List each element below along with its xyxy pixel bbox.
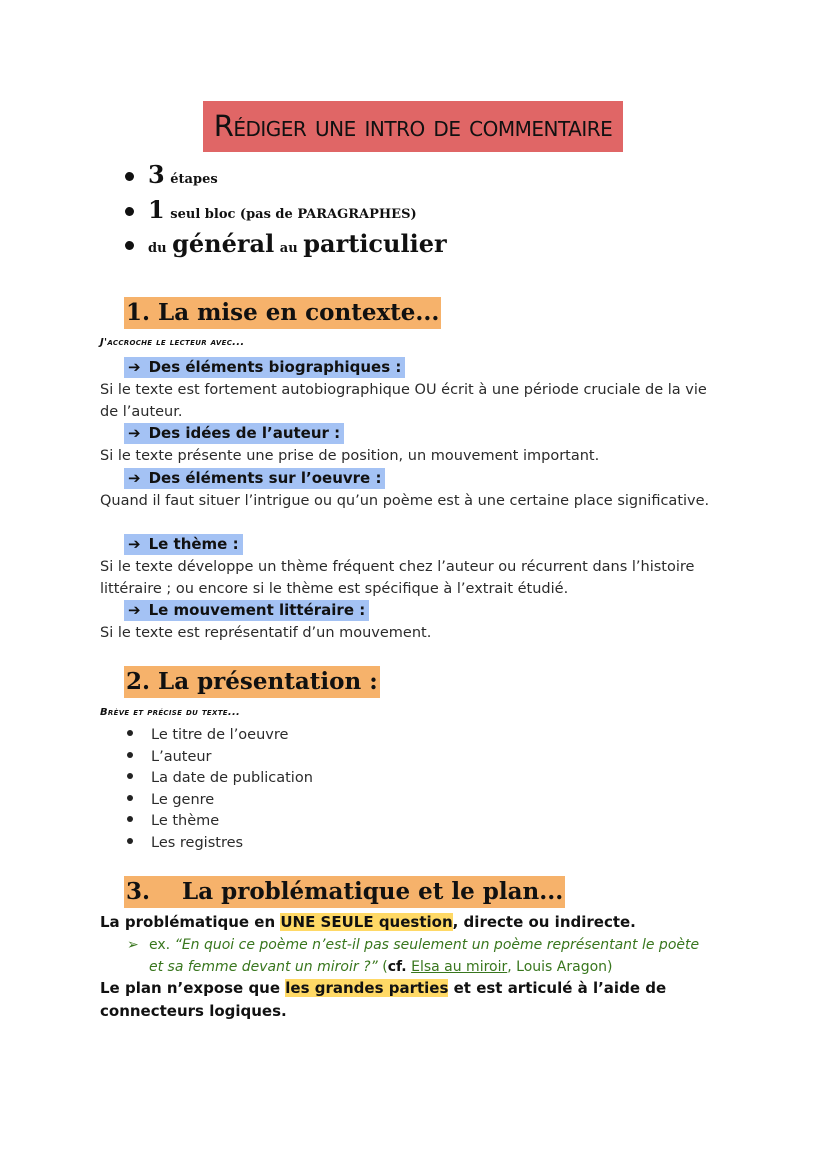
section-2-heading: 2. La présentation : — [124, 666, 380, 698]
section-1-heading: 1. La mise en contexte... — [124, 297, 441, 329]
list-item: La date de publication — [127, 768, 313, 790]
bullet-icon — [125, 207, 134, 216]
steps-count: 3 — [148, 160, 165, 189]
problematic-line: La problématique en UNE SEULE question, directe ou indirecte. — [100, 913, 636, 931]
example-text: ex. “En quoi ce poème n’est-il pas seulement un poème représentant le poète et sa femme devant un miroir ?” (cf. Elsa au miroir, Louis Aragon) — [149, 937, 700, 975]
list-item: L’auteur — [127, 747, 313, 769]
bullet-icon — [125, 241, 134, 250]
list-item: Les registres — [127, 833, 313, 855]
text-theme: Si le texte développe un thème fréquent chez l’auteur ou récurrent dans l’histoire littéraire ; ou encore si le thème est spécifique à l’extrait étudié. — [100, 559, 695, 597]
bloc-count: 1 — [148, 195, 165, 224]
section-2-intro: Brève et précise du texte... — [100, 707, 241, 718]
page-title: Rédiger une intro de commentaire — [203, 101, 623, 152]
arrow-icon: ➔ — [128, 601, 141, 619]
bloc-label: seul bloc (pas de PARAGRAPHES) — [170, 207, 417, 222]
summary-item-bloc — [125, 195, 417, 224]
bullet-icon — [127, 816, 133, 822]
highlight-main-parts: les grandes parties — [285, 979, 449, 997]
subheading-author-ideas: ➔ Des idées de l’auteur : — [124, 423, 344, 444]
bullet-icon — [127, 773, 133, 779]
text-work-elements: Quand il faut situer l’intrigue ou qu’un poème est à une certaine place significative. — [100, 493, 710, 509]
summary-item-steps — [125, 160, 218, 189]
work-title: Elsa au miroir — [411, 959, 508, 975]
presentation-list — [127, 725, 313, 854]
to-word: au — [279, 241, 298, 256]
bullet-icon — [127, 795, 133, 801]
arrow-icon: ➔ — [128, 469, 141, 487]
subheading-theme: ➔ Le thème : — [124, 534, 243, 555]
text-literary-movement: Si le texte est représentatif d’un mouvement. — [100, 625, 432, 641]
list-item: Le titre de l’oeuvre — [127, 725, 313, 747]
list-item: Le thème — [127, 811, 313, 833]
arrow-icon: ➔ — [128, 424, 141, 442]
bullet-icon — [125, 172, 134, 181]
arrow-icon: ➔ — [128, 358, 141, 376]
list-item: Le genre — [127, 790, 313, 812]
bullet-icon — [127, 730, 133, 736]
bullet-icon — [127, 838, 133, 844]
example-block — [127, 934, 717, 978]
text-biographical: Si le texte est fortement autobiographique OU écrit à une période cruciale de la vie de l’auteur. — [100, 382, 707, 420]
highlight-one-question: UNE SEULE question — [280, 913, 453, 931]
subheading-biographical: ➔ Des éléments biographiques : — [124, 357, 405, 378]
text-author-ideas: Si le texte présente une prise de position, un mouvement important. — [100, 448, 600, 464]
subheading-literary-movement: ➔ Le mouvement littéraire : — [124, 600, 369, 621]
particular-word: particulier — [303, 229, 447, 258]
arrow-icon: ➔ — [128, 535, 141, 553]
section-3-heading: 3. La problématique et le plan... — [124, 876, 565, 908]
from-word: du — [148, 241, 167, 256]
general-word: général — [172, 229, 275, 258]
arrow-bullet-icon: ➢ — [127, 937, 139, 953]
steps-label: étapes — [170, 172, 218, 187]
plan-line: Le plan n’expose que les grandes parties et est articulé à l’aide de connecteurs logiques. — [100, 979, 667, 1020]
subheading-work-elements: ➔ Des éléments sur l’oeuvre : — [124, 468, 385, 489]
section-1-intro: J'accroche le lecteur avec... — [100, 337, 245, 348]
bullet-icon — [127, 752, 133, 758]
summary-item-general — [125, 229, 447, 258]
